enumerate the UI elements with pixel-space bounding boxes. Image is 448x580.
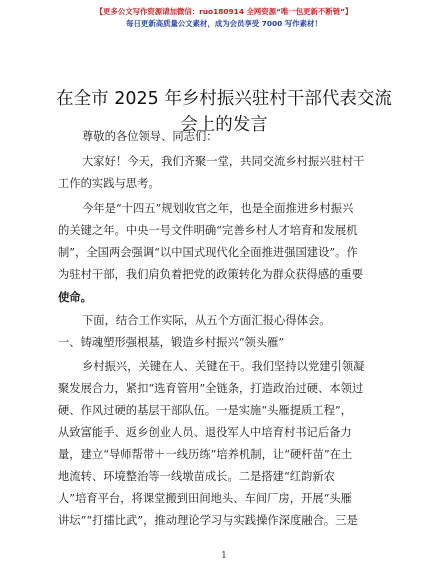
body-line: 为驻村干部，我们肩负着把党的政策转化为群众获得感的重要	[58, 268, 364, 281]
body-line: 制”，全国两会强调“以中国式现代化全面推进强国建设”。作	[58, 246, 358, 259]
body-line: 量，建立“导师帮带＋一线历练”培养机制，让“硬杆苗”在土	[58, 448, 353, 461]
section-heading: 一、铸魂塑形强根基，锻造乡村振兴“领头雁”	[58, 336, 285, 349]
body-line: 讲坛”“打擂比武”，推动理论学习与实践操作深度融合。三是	[58, 514, 358, 527]
body-line: 硬、作风过硬的基层干部队伍。一是实施“头雁提质工程”，	[58, 404, 352, 417]
body-line: 使命。	[58, 290, 92, 304]
body-line: 大家好！今天，我们齐聚一堂，共同交流乡村振兴驻村干	[82, 155, 365, 168]
body-line: 工作的实践与思考。	[58, 177, 160, 190]
promo-banner-line-2: 每日更新高质量公文素材，成为会员享受 7000 写作素材！	[126, 19, 322, 28]
promo-banner-line-1: 【更多公文写作资源请加微信：ruo180914 全网资源“唯一包更新不断链”】	[95, 7, 353, 16]
salutation: 尊敬的各位领导、同志们：	[82, 130, 218, 143]
document-title: 在全市 2025 年乡村振兴驻村干部代表交流会上的发言	[56, 89, 392, 135]
body-line: 人”培育平台，将课堂搬到田间地头、车间厂房，开展“头雁	[58, 492, 352, 505]
body-line: 地流转、环境整治等一线墩苗成长。二是搭建“红韵新农	[58, 470, 335, 483]
body-line: 下面，结合工作实际，从五个方面汇报心得体会。	[82, 314, 331, 327]
body-line: 的关键之年。中央一号文件明确“完善乡村人才培育和发展机	[58, 224, 358, 237]
page-number: 1	[221, 551, 227, 561]
body-line: 从致富能手、返乡创业人员、退役军人中培育村书记后备力	[58, 426, 352, 439]
body-line: 聚发展合力，紧扣“选育管用”全链条，打造政治过硬、本领过	[58, 382, 364, 395]
body-line: 乡村振兴，关键在人、关键在干。我们坚持以党建引领凝	[82, 360, 365, 373]
body-line: 今年是“十四五”规划收官之年，也是全面推进乡村振兴	[82, 202, 354, 215]
